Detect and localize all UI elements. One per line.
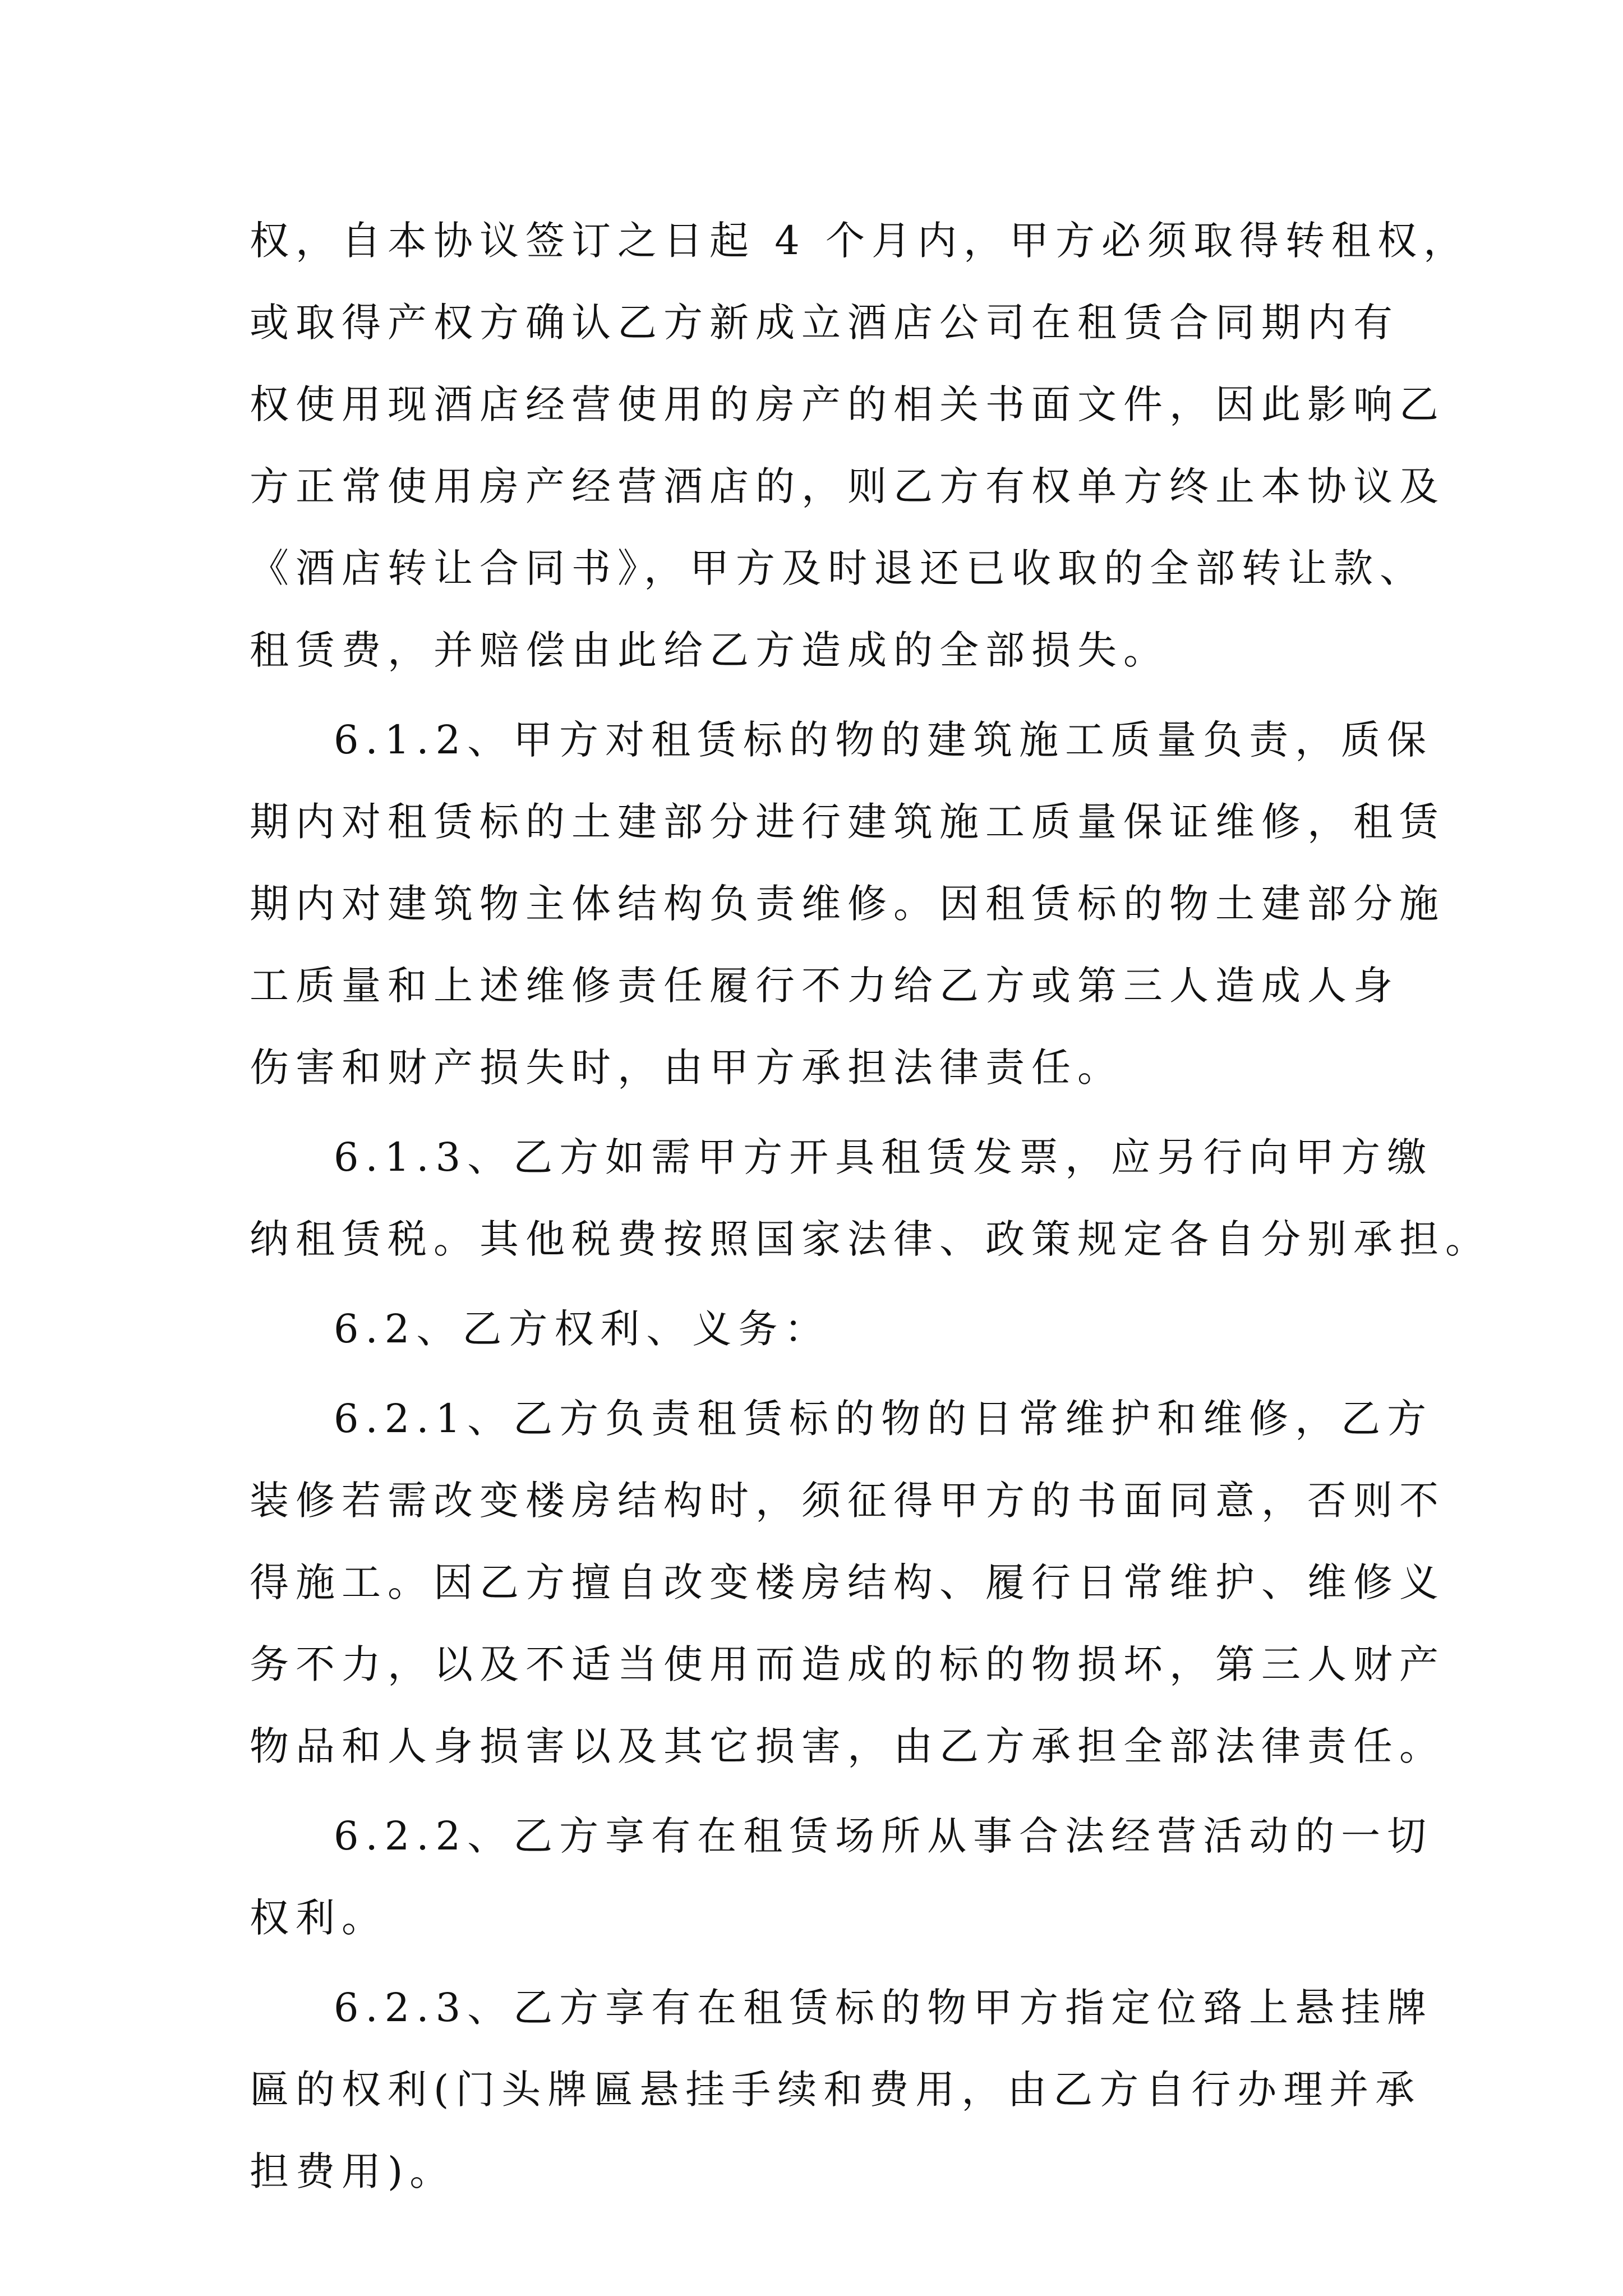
text-line: 期内对建筑物主体结构负责维修。因租赁标的物土建部分施 bbox=[250, 881, 1445, 927]
text-line: 《酒店转让合同书》，甲方及时退还已收取的全部转让款、 bbox=[250, 545, 1426, 591]
paragraph-clause-6-2-2 bbox=[250, 1795, 1433, 1959]
text-line: 得施工。因乙方擅自改变楼房结构、履行日常维护、维修义 bbox=[250, 1559, 1445, 1605]
paragraph-clause-6-1-3 bbox=[250, 1116, 1491, 1280]
paragraph-clause-6-2 bbox=[250, 1288, 1385, 1370]
text-line: 6.2.1、乙方负责租赁标的物的日常维护和维修，乙方 bbox=[334, 1396, 1433, 1442]
paragraph-clause-6-2-1 bbox=[250, 1378, 1445, 1787]
text-line: 务不力，以及不适当使用而造成的标的物损坏，第三人财产 bbox=[250, 1641, 1445, 1687]
text-line: 权利。 bbox=[250, 1895, 388, 1941]
text-line: 或取得产权方确认乙方新成立酒店公司在租赁合同期内有 bbox=[250, 300, 1399, 346]
text-line: 物品和人身损害以及其它损害，由乙方承担全部法律责任。 bbox=[250, 1723, 1445, 1769]
text-line: 权，自本协议签订之日起 4 个月内，甲方必须取得转租权， bbox=[250, 218, 1470, 264]
text-line: 期内对租赁标的土建部分进行建筑施工质量保证维修，租赁 bbox=[250, 799, 1445, 845]
text-line: 6.1.2、甲方对租赁标的物的建筑施工质量负责，质保 bbox=[334, 717, 1433, 763]
text-line: 6.2.3、乙方享有在租赁标的物甲方指定位臵上悬挂牌 bbox=[334, 1985, 1433, 2031]
text-line: 6.2.2、乙方享有在租赁场所从事合法经营活动的一切 bbox=[334, 1813, 1433, 1859]
text-line: 装修若需改变楼房结构时，须征得甲方的书面同意，否则不 bbox=[250, 1478, 1445, 1524]
paragraph-clause-6-1-1-continued bbox=[250, 200, 1470, 691]
text-line: 权使用现酒店经营使用的房产的相关书面文件，因此影响乙 bbox=[250, 381, 1445, 427]
text-line: 纳租赁税。其他税费按照国家法律、政策规定各自分别承担。 bbox=[250, 1216, 1491, 1262]
document-body bbox=[250, 200, 1491, 2212]
text-line: 工质量和上述维修责任履行不力给乙方或第三人造成人身 bbox=[250, 963, 1399, 1009]
text-line: 担费用)。 bbox=[250, 2148, 456, 2194]
text-line: 6.2、乙方权利、义务： bbox=[334, 1306, 831, 1352]
text-line: 伤害和财产损失时，由甲方承担法律责任。 bbox=[250, 1045, 1123, 1091]
paragraph-clause-6-1-2 bbox=[250, 699, 1445, 1108]
paragraph-clause-6-2-3 bbox=[250, 1967, 1433, 2212]
text-line: 匾的权利(门头牌匾悬挂手续和费用，由乙方自行办理并承 bbox=[250, 2067, 1422, 2113]
text-line: 租赁费，并赔偿由此给乙方造成的全部损失。 bbox=[250, 627, 1169, 673]
text-line: 6.1.3、乙方如需甲方开具租赁发票，应另行向甲方缴 bbox=[334, 1134, 1433, 1180]
text-line: 方正常使用房产经营酒店的，则乙方有权单方终止本协议及 bbox=[250, 463, 1445, 509]
